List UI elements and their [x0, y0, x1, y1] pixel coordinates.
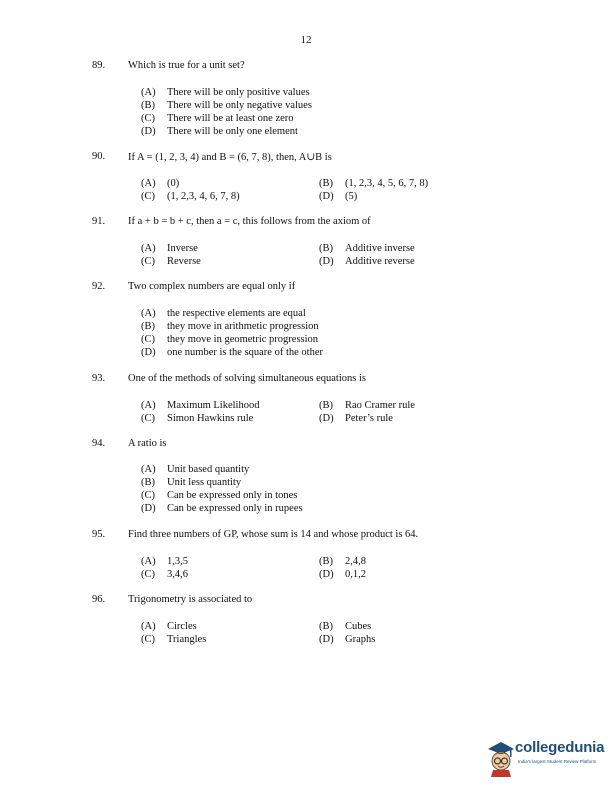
- question-number: 91.: [92, 216, 106, 227]
- option-b: (B) Cubes: [319, 621, 372, 632]
- option-c: (C) Simon Hawkins rule: [141, 413, 254, 424]
- question-number: 96.: [92, 594, 106, 605]
- option-a: (A) Maximum Likelihood: [141, 400, 260, 411]
- option-d: (D) There will be only one element: [141, 126, 298, 137]
- question-text: If a + b = b + c, then a = c, this follows from the axiom of: [128, 216, 371, 227]
- question-number: 93.: [92, 373, 106, 384]
- question-number: 90.: [92, 151, 106, 162]
- option-b: (B) Rao Cramer rule: [319, 400, 415, 411]
- option-d: (D) one number is the square of the other: [141, 347, 323, 358]
- option-a: (A) 1,3,5: [141, 556, 188, 567]
- option-b: (B) 2,4,8: [319, 556, 366, 567]
- question-text: Which is true for a unit set?: [128, 60, 245, 71]
- option-d: (D) Additive reverse: [319, 256, 415, 267]
- option-a: (A) Inverse: [141, 243, 198, 254]
- page-number: 12: [300, 34, 312, 46]
- brand-name: collegedunia: [515, 739, 605, 756]
- question-text: If A = (1, 2, 3, 4) and B = (6, 7, 8), then, A∪B is: [128, 152, 332, 163]
- question-text: Two complex numbers are equal only if: [128, 281, 296, 292]
- brand-tagline: India's largest Student Review Platform: [518, 759, 597, 764]
- question-number: 94.: [92, 438, 106, 449]
- option-b: (B) (1, 2,3, 4, 5, 6, 7, 8): [319, 178, 429, 189]
- option-d: (D) Peter’s rule: [319, 413, 393, 424]
- option-b: (B) they move in arithmetic progression: [141, 321, 319, 332]
- question-text: Trigonometry is associated to: [128, 594, 253, 605]
- option-b: (B) Unit less quantity: [141, 477, 242, 488]
- question-text: One of the methods of solving simultaneous equations is: [128, 373, 366, 384]
- option-a: (A) (0): [141, 178, 180, 189]
- option-d: (D) (5): [319, 191, 358, 202]
- option-d: (D) Graphs: [319, 634, 376, 645]
- option-c: (C) Reverse: [141, 256, 201, 267]
- option-b: (B) Additive inverse: [319, 243, 415, 254]
- student-mascot-icon: [486, 737, 516, 777]
- question-number: 89.: [92, 60, 106, 71]
- option-c: (C) Can be expressed only in tones: [141, 490, 298, 501]
- option-c: (C) There will be at least one zero: [141, 113, 294, 124]
- question-number: 95.: [92, 529, 106, 540]
- option-c: (C) they move in geometric progression: [141, 334, 319, 345]
- option-b: (B) There will be only negative values: [141, 100, 312, 111]
- option-a: (A) the respective elements are equal: [141, 308, 306, 319]
- option-c: (C) 3,4,6: [141, 569, 188, 580]
- option-a: (A) Circles: [141, 621, 197, 632]
- option-a: (A) There will be only positive values: [141, 87, 310, 98]
- option-c: (C) Triangles: [141, 634, 207, 645]
- question-text: A ratio is: [128, 438, 167, 449]
- question-number: 92.: [92, 281, 106, 292]
- option-c: (C) (1, 2,3, 4, 6, 7, 8): [141, 191, 240, 202]
- question-text: Find three numbers of GP, whose sum is 14 and whose product is 64.: [128, 529, 419, 540]
- option-a: (A) Unit based quantity: [141, 464, 250, 475]
- collegedunia-watermark: [486, 737, 605, 779]
- option-d: (D) 0,1,2: [319, 569, 366, 580]
- option-d: (D) Can be expressed only in rupees: [141, 503, 303, 514]
